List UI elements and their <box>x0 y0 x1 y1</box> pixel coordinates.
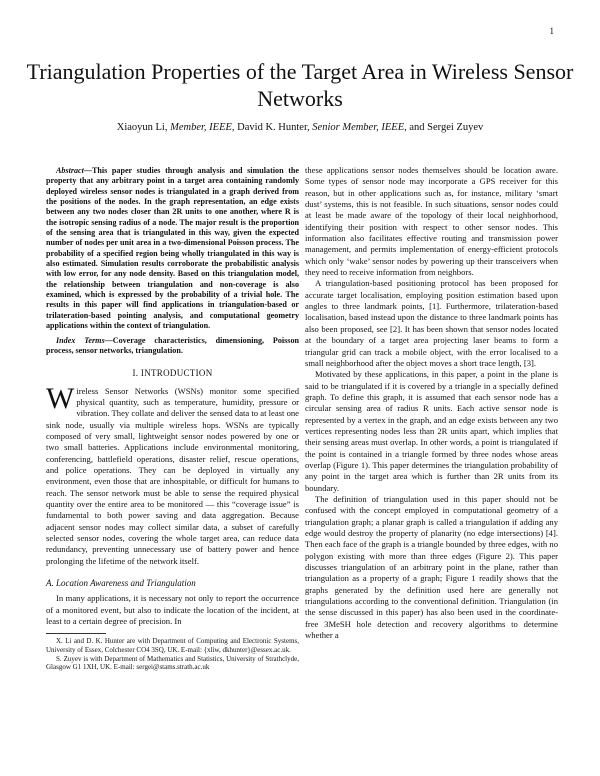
index-terms-text: —Coverage characteristics, dimensioning, Poisson process, sensor networks, triangulation. <box>46 335 300 355</box>
right-paragraph-3: Motivated by these applications, in this paper, a point in the plane is said to be triangulated if it is covered by a triangle in a specially defined graph. To define this graph, it is assumed that each sensor node has a circular sensing area of radius R units. Each active sensor node is represented by a vertex in the graph, and an edge exists between any two vertices representing nodes less than 2R units apart, which implies that their sensing areas must overlap. In other words, a point is triangulated if the point is contained in a triangle formed by three nodes whose areas overlap (Figure 1). This paper determines the triangulation probability of any point in the target area which is further than 2R units from its boundary. <box>305 369 558 493</box>
paper-title: Triangulation Properties of the Target Area in Wireless Sensor Networks <box>26 59 574 111</box>
author-li: Xiaoyun Li, <box>116 122 168 133</box>
section-heading-introduction: I. INTRODUCTION <box>132 368 213 379</box>
intro-paragraph-1 <box>46 381 299 568</box>
right-paragraph-4: The definition of triangulation used in this paper should not be confused with the concept employed in computational geometry of a triangulation graph; a planar graph is called a triangulation if adding any edge would destroy the property of planarity (no edge intersections) [4]. Then each face of the graph is a triangle bounded by three edges, with no polygon existing with more than three edges (Figure 2). This paper discusses triangulation of an arbitrary point in the plane, rather than triangulation as a property of a graph; Figure 1 readily shows that the graphs generated by the definition used here are generally not triangulations according to the conventional definition. Triangulation (in the sense discussed in this paper) has also been used in the coordinate-free 3MeSH hole detection and recovery algorithms to determine whether a <box>305 493 558 641</box>
intro-paragraph-1-text: ireless Sensor Networks (WSNs) monitor some specified physical quantity, such as temperature, humidity, pressure or vibration. They collate and deliver the sensed data to at least one sink node, usually via multiple wireless hops. WSNs are typically composed of very small, lightweight sensor nodes powered by one or two small batteries. Applications include environmental monitoring, conferencing, battlefield operations, disaster relief, rescue operations, and police operations. They can be deployed in virtually any environment, even those that are inhospitable, or difficult for humans to reach. The sensor network must be able to sense the required physical quantity over the entire area to be monitored — this “coverage issue” is fundamental to both power saving and data aggregation. Because adjacent sensor nodes may collect similar data, a subset of carefully selected sensor nodes, covering the whole target area, can reduce data redundancy, preventing unnecessary use of battery power and hence prolonging the lifetime of the network itself. <box>46 385 299 566</box>
footnote-2: S. Zuyev is with Department of Mathematics and Statistics, University of Strathclyde, Glasgow G1 1XH, UK. E-mail: sergei@stams.strath.ac.uk <box>46 654 299 672</box>
index-terms <box>46 336 299 357</box>
page-number: 1 <box>549 26 554 36</box>
index-terms-label: Index Terms <box>56 335 105 345</box>
author-zuyev: and Sergei Zuyev <box>409 122 484 133</box>
author-hunter-role: Senior Member, IEEE, <box>312 122 407 133</box>
footnote-divider <box>46 633 106 634</box>
intro-paragraph-2: In many applications, it is necessary not only to report the occurrence of a monitored event, but also to indicate the location of the incident, at least to a certain degree of precision. In <box>46 593 299 627</box>
right-column <box>305 165 558 641</box>
author-hunter: David K. Hunter, <box>237 122 310 133</box>
abstract <box>46 166 299 332</box>
abstract-text: —This paper studies through analysis and simulation the property that any arbitrary point in a target area containing randomly deployed wireless sensor nodes is triangulated in a graph derived from the positions of the nodes. In the graph representation, an edge exists between any two nodes closer than 2R units to one another, where R is the isotropic sensing radius of a node. The major result is the proportion of the sensing area that is triangulated in this way, given the expected number of nodes per unit area in a two-dimensional Poisson process. The probability of a specified region being wholly triangulated in this way is also estimated. Simulation results corroborate the probabilistic analysis with low error, for any node density. Based on this triangulation model, the relationship between triangulation and non-coverage is also examined, which is expressed by the probability of a trivial hole. The results in this paper will find applications in triangulation-based or trilateration-based pointing analysis, and computational geometry applications within the context of triangulation. <box>46 166 299 331</box>
abstract-label: Abstract <box>56 166 84 175</box>
drop-cap: W <box>46 381 75 415</box>
footnote-1: X. Li and D. K. Hunter are with Department of Computing and Electronic Systems, University of Essex, Colchester CO4 3SQ, UK. E-mail: {xliw, dkhunter}@essex.ac.uk. <box>46 637 299 654</box>
author-line <box>0 122 600 133</box>
subsection-heading: A. Location Awareness and Triangulation <box>46 578 196 589</box>
left-column <box>46 166 299 672</box>
right-paragraph-2: A triangulation-based positioning protocol has been proposed for accurate target localisation, employing position estimation based upon angles to three landmark points, [1]. Furthermore, trilateration-based localisation, based instead upon the distance to three landmark points has also been proposed, see [2]. It has been shown that sensor nodes located at the boundary of a target area projecting laser beams to form a triangular grid can track a mobile object, with the error localised to a small neighborhood after the object moves a short trace length, [3]. <box>305 278 558 368</box>
author-li-role: Member, IEEE, <box>170 122 235 133</box>
right-paragraph-1: these applications sensor nodes themselves should be location aware. Some types of sensor node may incorporate a GPS receiver for this reason, but in other applications such as, for instance, military ‘smart dust’ systems, this is not feasible. In such situations, sensor nodes could at least be made aware of the topology of their local neighborhood, identifying their position with respect to other sensor nodes. This information also facilitates effective routing and transmission power management, and permits implementation of energy-efficient protocols which only ‘wake’ sensor nodes by powering up their transceivers when they need to receive information from neighbors. <box>305 165 558 278</box>
